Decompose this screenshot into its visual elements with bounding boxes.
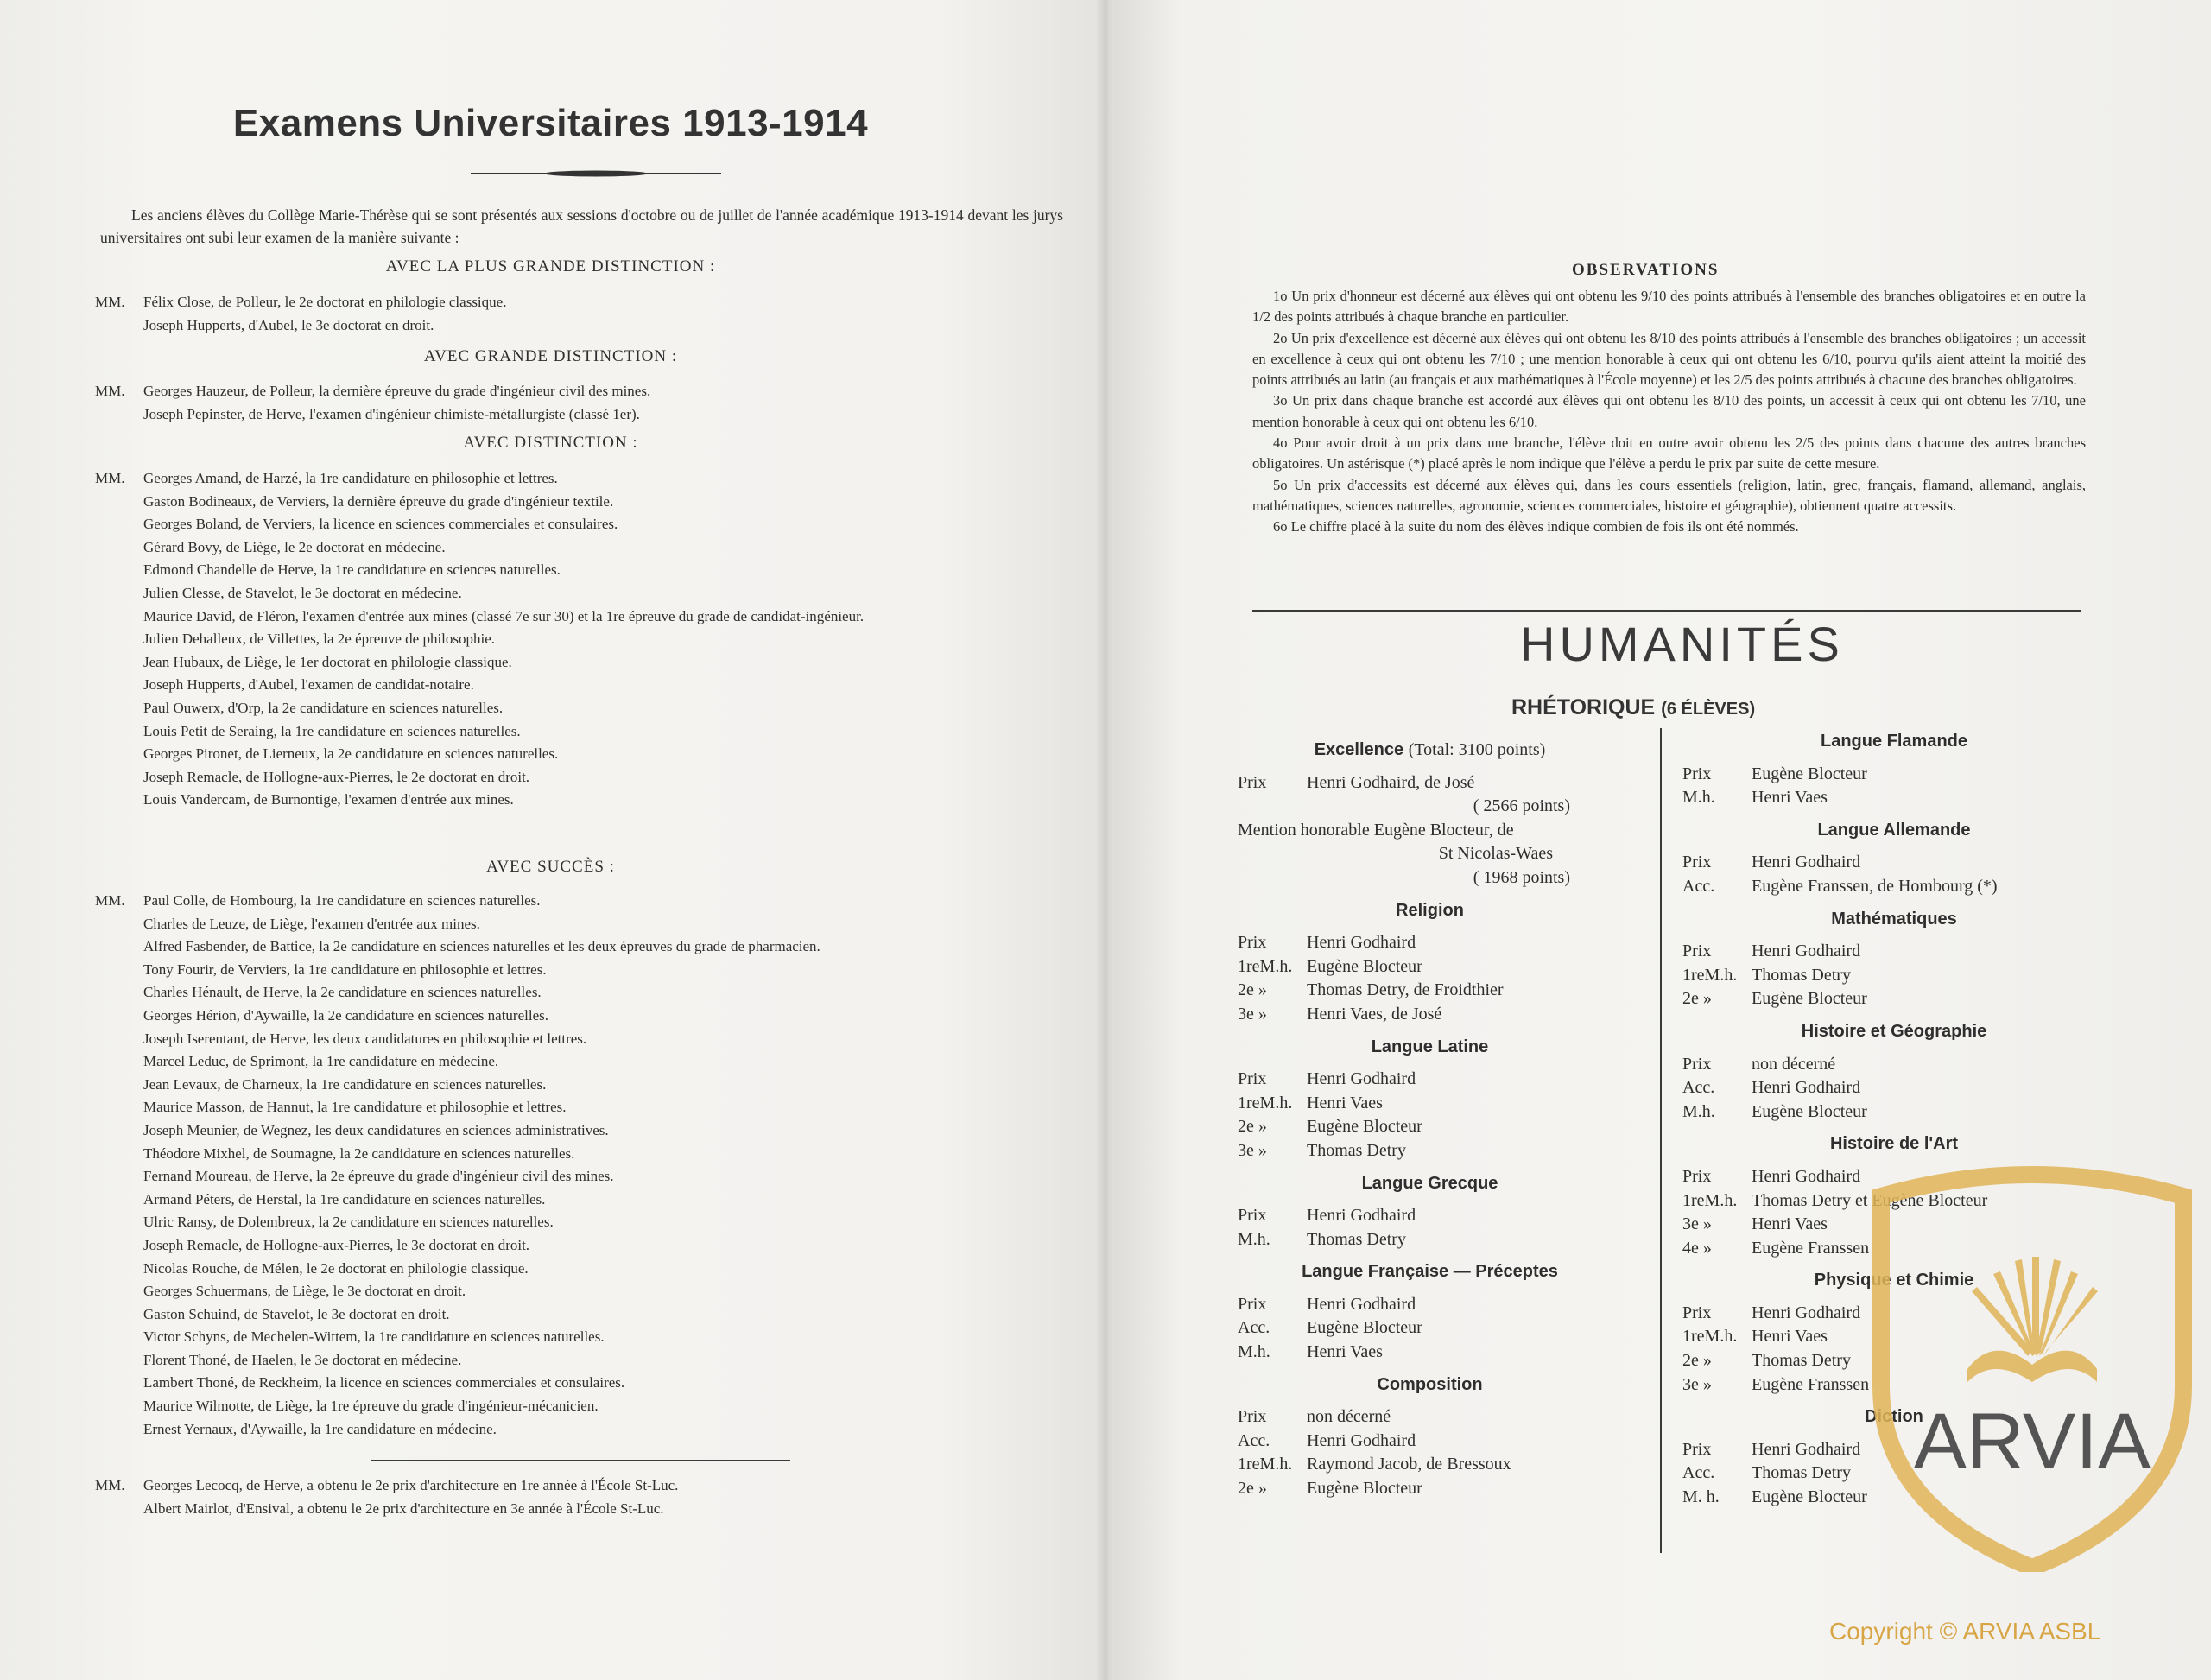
prize-name: Henri Godhaird bbox=[1307, 1430, 1416, 1450]
entry-text: Félix Close, de Polleur, le 2e doctorat en philologie classique. bbox=[143, 294, 507, 310]
observations-title: OBSERVATIONS bbox=[1572, 261, 1720, 279]
list-item bbox=[95, 651, 1080, 675]
entry-text: Louis Petit de Seraing, la 1re candidature en sciences naturelles. bbox=[143, 722, 521, 739]
mm-label: MM. bbox=[95, 892, 125, 909]
list-item bbox=[95, 720, 1080, 744]
entry-text: Gaston Bodineaux, de Verviers, la dernière épreuve du grade d'ingénieur textile. bbox=[143, 492, 614, 510]
prize-row bbox=[1238, 1341, 1622, 1365]
prize-row bbox=[1682, 786, 2106, 810]
prize-row bbox=[1682, 940, 2106, 964]
prize-label: M.h. bbox=[1682, 788, 1715, 808]
prize-row bbox=[1238, 1405, 1622, 1430]
prize-label: 1reM.h. bbox=[1238, 956, 1293, 976]
prize-label: Prix bbox=[1238, 1407, 1267, 1427]
entry-text: Jean Levaux, de Charneux, la 1re candidature en sciences naturelles. bbox=[143, 1075, 547, 1093]
prize-label: M. h. bbox=[1682, 1487, 1720, 1507]
list-item bbox=[95, 981, 1080, 1005]
prize-row bbox=[1238, 1115, 1622, 1139]
prize-label: 1reM.h. bbox=[1238, 1093, 1293, 1113]
list-item bbox=[95, 1303, 1080, 1327]
prize-name: Henri Godhaird bbox=[1752, 1078, 1861, 1098]
section-heading-art: Histoire de l'Art bbox=[1829, 1134, 1959, 1154]
entry-text: Maurice Wilmotte, de Liège, la 1re épreuve du grade d'ingénieur-mécanicien. bbox=[143, 1398, 599, 1415]
entry-text: Charles Hénault, de Herve, la 2e candidature en sciences naturelles. bbox=[143, 984, 542, 1001]
list-item bbox=[95, 674, 1080, 697]
rhetorique-count: (6 ÉLÈVES) bbox=[1661, 700, 1756, 719]
entry-text: Paul Ouwerx, d'Orp, la 2e candidature en sciences naturelles. bbox=[143, 699, 504, 716]
entry-text: Julien Dehalleux, de Villettes, la 2e épreuve de philosophie. bbox=[143, 631, 496, 648]
copyright-text: Copyright © ARVIA ASBL bbox=[1829, 1618, 2101, 1645]
prizes-left-column bbox=[1238, 739, 1622, 1501]
excellence-total: (Total: 3100 points) bbox=[1408, 740, 1546, 759]
list-succes bbox=[95, 890, 1080, 1441]
list-item bbox=[95, 1418, 1080, 1442]
entry-text: Armand Péters, de Herstal, la 1re candidature en sciences naturelles. bbox=[143, 1190, 546, 1208]
prize-label: M.h. bbox=[1238, 1229, 1270, 1249]
entry-text: Joseph Remacle, de Hollogne-aux-Pierres, le 3e doctorat en droit. bbox=[143, 1236, 530, 1253]
stamp-text: ARVIA bbox=[1913, 1398, 2151, 1486]
entry-text: Georges Boland, de Verviers, la licence en sciences commerciales et consulaires. bbox=[143, 516, 618, 533]
prize-name: Henri Godhaird bbox=[1752, 853, 1861, 872]
prize-name: Henri Vaes bbox=[1752, 1327, 1828, 1347]
prize-label: 2e » bbox=[1682, 1351, 1712, 1371]
list-item bbox=[95, 628, 1080, 651]
list-item bbox=[95, 467, 1080, 491]
prize-name: Eugène Blocteur bbox=[1307, 1117, 1422, 1137]
list-item bbox=[95, 1372, 1080, 1395]
entry-text: Georges Hauzeur, de Polleur, la dernière épreuve du grade d'ingénieur civil des mines. bbox=[143, 383, 651, 399]
list-item bbox=[95, 1165, 1080, 1189]
prize-label: Prix bbox=[1682, 853, 1712, 872]
list-item bbox=[95, 536, 1080, 560]
excellence-mention-place: St Nicolas-Waes bbox=[1438, 844, 1553, 864]
prize-label: Prix bbox=[1238, 1206, 1267, 1226]
mm-label: MM. bbox=[95, 1477, 125, 1493]
prize-row bbox=[1238, 1092, 1622, 1116]
prize-row bbox=[1682, 1076, 2106, 1100]
prize-label: Prix bbox=[1682, 764, 1712, 783]
entry-text: Joseph Hupperts, d'Aubel, le 3e doctorat en droit. bbox=[143, 316, 434, 333]
list-item bbox=[95, 1234, 1080, 1258]
list-item bbox=[95, 582, 1080, 605]
list-item bbox=[95, 1498, 1080, 1521]
prize-row bbox=[1682, 875, 2106, 899]
section-heading-flamande: Langue Flamande bbox=[1820, 732, 1968, 751]
prize-name: Eugène Blocteur bbox=[1307, 1479, 1422, 1499]
list-item bbox=[95, 1189, 1080, 1212]
entry-text: Ernest Yernaux, d'Aywaille, la 1re candidature en médecine. bbox=[143, 1420, 497, 1437]
prize-row bbox=[1238, 1453, 1622, 1477]
entry-text: Maurice David, de Fléron, l'examen d'entrée aux mines (classé 7e sur 30) et la 1re épreuve du grade de candidat-ingénieur. bbox=[143, 607, 865, 624]
list-grande bbox=[95, 380, 1080, 426]
prize-row bbox=[1682, 1053, 2106, 1077]
prize-row bbox=[1238, 1003, 1622, 1027]
prize-label: Acc. bbox=[1682, 876, 1715, 896]
excellence-mention-points: ( 1968 points) bbox=[1473, 867, 1570, 887]
prize-name: Henri Godhaird bbox=[1307, 1206, 1416, 1226]
page-title: Examens Universitaires 1913-1914 bbox=[232, 102, 869, 144]
heading-plus-grande: AVEC LA PLUS GRANDE DISTINCTION : bbox=[385, 257, 716, 276]
entry-text: Georges Amand, de Harzé, la 1re candidature en philosophie et lettres. bbox=[143, 470, 558, 486]
excellence-mention: Mention honorable Eugène Blocteur, de bbox=[1238, 820, 1514, 840]
prize-label: 2e » bbox=[1238, 1479, 1267, 1499]
mm-label: MM. bbox=[95, 383, 125, 399]
list-item bbox=[95, 1005, 1080, 1028]
prize-name: non décerné bbox=[1752, 1054, 1836, 1074]
observation-item: 5o Un prix d'accessits est décerné aux élèves qui, dans les cours essentiels (religion, latin, grec, français, flamand, allemand, anglais, mathématiques, sciences naturelles, agronomie, sciences commerciales, histoire et géographie), obtiennent quatre accessits. bbox=[1252, 476, 2086, 514]
heading-grande: AVEC GRANDE DISTINCTION : bbox=[423, 347, 678, 365]
entry-text: Georges Schuermans, de Liège, le 3e doctorat en droit. bbox=[143, 1283, 466, 1300]
prize-label: Acc. bbox=[1682, 1463, 1715, 1483]
prize-name: Eugène Blocteur bbox=[1307, 956, 1422, 976]
section-heading-math: Mathématiques bbox=[1831, 909, 1957, 929]
divider-right bbox=[1252, 610, 2081, 612]
prize-label: Prix bbox=[1238, 1069, 1267, 1089]
intro-paragraph: Les anciens élèves du Collège Marie-Thérèse qui se sont présentés aux sessions d'octobre ou de juillet de l'année académique 1913-1914 devant les jurys universitaires ont subi leur examen de la manière suivante : bbox=[100, 206, 1063, 246]
entry-text: Théodore Mixhel, de Soumagne, la 2e candidature en sciences naturelles. bbox=[143, 1144, 575, 1162]
list-distinction bbox=[95, 467, 1080, 812]
list-item bbox=[95, 1258, 1080, 1281]
prize-name: Thomas Detry bbox=[1752, 1351, 1851, 1371]
prize-name: Eugène Blocteur bbox=[1752, 1101, 1867, 1121]
prize-name: Thomas Detry bbox=[1307, 1140, 1406, 1160]
prize-name: Thomas Detry et Eugène Blocteur bbox=[1752, 1190, 1988, 1210]
humanites-title: HUMANITÉS bbox=[1520, 617, 1844, 671]
section-heading-diction: Diction bbox=[1865, 1407, 1923, 1427]
rhetorique-label: RHÉTORIQUE bbox=[1511, 695, 1656, 720]
list-item bbox=[95, 1395, 1080, 1418]
list-item bbox=[95, 1050, 1080, 1074]
entry-text: Georges Lecocq, de Herve, a obtenu le 2e prix d'architecture en 1re année à l'École St-Luc. bbox=[143, 1477, 679, 1493]
observations-text bbox=[1252, 286, 2086, 538]
section-heading-allemande: Langue Allemande bbox=[1817, 820, 1971, 840]
entry-text: Gérard Bovy, de Liège, le 2e doctorat en médecine. bbox=[143, 538, 446, 555]
heading-distinction: AVEC DISTINCTION : bbox=[463, 434, 638, 452]
prize-row bbox=[1682, 987, 2106, 1011]
column-divider bbox=[1660, 728, 1662, 1553]
prize-name: Henri Godhaird bbox=[1752, 1439, 1861, 1459]
entry-text: Maurice Masson, de Hannut, la 1re candidature et philosophie et lettres. bbox=[143, 1099, 567, 1116]
section-heading-francaise: Langue Française — Préceptes bbox=[1302, 1262, 1558, 1282]
prize-name: Henri Vaes bbox=[1752, 1214, 1828, 1234]
prize-row bbox=[1238, 1068, 1622, 1092]
section-heading-composition: Composition bbox=[1377, 1374, 1483, 1394]
prize-label: 2e » bbox=[1238, 980, 1267, 1000]
entry-text: Gaston Schuind, de Stavelot, le 3e doctorat en droit. bbox=[143, 1305, 450, 1322]
prize-label: 3e » bbox=[1682, 1214, 1712, 1234]
list-item bbox=[95, 789, 1080, 812]
prize-name: Henri Vaes bbox=[1307, 1342, 1383, 1362]
prize-name: Eugène Blocteur bbox=[1307, 1318, 1422, 1338]
prize-label: M.h. bbox=[1238, 1342, 1270, 1362]
arvia-logo-stamp bbox=[1864, 1162, 2201, 1572]
prize-label: 2e » bbox=[1238, 1117, 1267, 1137]
prize-row bbox=[1238, 955, 1622, 979]
prize-name: Eugène Blocteur bbox=[1752, 989, 1867, 1009]
excellence-heading bbox=[1238, 739, 1622, 763]
prize-name: Thomas Detry bbox=[1752, 1463, 1851, 1483]
prize-name: Eugène Franssen bbox=[1752, 1374, 1870, 1394]
list-item bbox=[95, 1349, 1080, 1373]
entry-text: Albert Mairlot, d'Ensival, a obtenu le 2e prix d'architecture en 3e année à l'École St-Luc. bbox=[143, 1499, 664, 1517]
list-item bbox=[95, 1143, 1080, 1166]
prize-name: Henri Godhaird bbox=[1307, 1069, 1416, 1089]
list-item bbox=[95, 1211, 1080, 1234]
entry-text: Lambert Thoné, de Reckheim, la licence en sciences commerciales et consulaires. bbox=[143, 1374, 625, 1392]
entry-text: Joseph Hupperts, d'Aubel, l'examen de candidat-notaire. bbox=[143, 676, 474, 694]
prize-label: Acc. bbox=[1238, 1318, 1270, 1338]
list-item bbox=[95, 1096, 1080, 1119]
prize-label: 3e » bbox=[1238, 1140, 1267, 1160]
prize-name: Henri Vaes, de José bbox=[1307, 1004, 1442, 1024]
prize-label: Prix bbox=[1682, 1439, 1712, 1459]
left-column-sections bbox=[1238, 899, 1622, 1501]
entry-text: Fernand Moureau, de Herve, la 2e épreuve du grade d'ingénieur civil des mines. bbox=[143, 1168, 614, 1185]
observation-item: 3o Un prix dans chaque branche est accordé aux élèves qui ont obtenu les 8/10 des points, un accessit à ceux qui ont obtenu les 7/10, une mention honorable à ceux qui ont obtenu les 6/10. bbox=[1252, 392, 2086, 430]
prize-row bbox=[1682, 1100, 2106, 1125]
prize-row bbox=[1238, 1316, 1622, 1341]
list-item bbox=[95, 1074, 1080, 1097]
prize-name: Henri Godhaird bbox=[1752, 1303, 1861, 1322]
prize-name: Henri Godhaird bbox=[1307, 933, 1416, 953]
section-heading-latine: Langue Latine bbox=[1371, 1037, 1489, 1056]
prize-name: Henri Vaes bbox=[1307, 1093, 1383, 1113]
prize-label: 1reM.h. bbox=[1682, 1327, 1738, 1347]
prize-label: 3e » bbox=[1238, 1004, 1267, 1024]
prize-label: Prix bbox=[1682, 1303, 1712, 1322]
mm-label: MM. bbox=[95, 470, 125, 486]
list-item bbox=[95, 380, 1080, 403]
entry-text: Georges Hérion, d'Aywaille, la 2e candidature en sciences naturelles. bbox=[143, 1006, 548, 1024]
list-item bbox=[95, 766, 1080, 789]
observation-item: 4o Pour avoir droit à un prix dans une branche, l'élève doit en outre avoir obtenu les 2/5 des points dans chacune des autres branches obligatoires. Un astérisque (*) placé après le nom indique que l'élève a perdu le prix par suite de cette mesure. bbox=[1252, 434, 2086, 472]
prize-row bbox=[1238, 1139, 1622, 1163]
prize-label: 3e » bbox=[1682, 1374, 1712, 1394]
prize-label: 4e » bbox=[1682, 1238, 1712, 1258]
entry-text: Julien Clesse, de Stavelot, le 3e doctorat en médecine. bbox=[143, 584, 462, 601]
prize-name: Thomas Detry, de Froidthier bbox=[1307, 980, 1504, 1000]
prize-name: Thomas Detry bbox=[1752, 965, 1851, 985]
list-item bbox=[95, 403, 1080, 427]
list-item bbox=[95, 890, 1080, 913]
entry-text: Joseph Remacle, de Hollogne-aux-Pierres, le 2e doctorat en droit. bbox=[143, 768, 530, 785]
row-label: Prix bbox=[1238, 772, 1267, 792]
prize-row bbox=[1238, 1293, 1622, 1317]
list-item bbox=[95, 605, 1080, 629]
heading-succes: AVEC SUCCÈS : bbox=[486, 858, 615, 876]
list-item bbox=[95, 291, 1080, 314]
prize-row bbox=[1238, 931, 1622, 955]
prize-row bbox=[1238, 979, 1622, 1003]
prize-name: Henri Godhaird bbox=[1307, 1294, 1416, 1314]
prize-name: Raymond Jacob, de Bressoux bbox=[1307, 1455, 1511, 1474]
row-name: Henri Godhaird, de José bbox=[1307, 772, 1475, 792]
prize-label: 1reM.h. bbox=[1682, 1190, 1738, 1210]
prize-label: Acc. bbox=[1682, 1078, 1715, 1098]
prize-label: Acc. bbox=[1238, 1430, 1270, 1450]
list-item bbox=[95, 935, 1080, 959]
prize-row bbox=[1682, 763, 2106, 787]
mm-label: MM. bbox=[95, 294, 125, 310]
list-item bbox=[95, 1028, 1080, 1051]
divider-left bbox=[371, 1460, 790, 1461]
entry-text: Jean Hubaux, de Liège, le 1er doctorat en philologie classique. bbox=[143, 653, 512, 670]
prize-row bbox=[1682, 851, 2106, 875]
prize-label: M.h. bbox=[1682, 1101, 1715, 1121]
list-item bbox=[95, 1280, 1080, 1303]
entry-text: Alfred Fasbender, de Battice, la 2e candidature en sciences naturelles et les deux épreuves du grade de pharmacien. bbox=[143, 938, 820, 955]
section-heading-histgeo: Histoire et Géographie bbox=[1801, 1021, 1987, 1041]
excellence-label: Excellence bbox=[1314, 740, 1404, 759]
excellence-prix-points: ( 2566 points) bbox=[1473, 796, 1570, 816]
prize-name: Henri Vaes bbox=[1752, 788, 1828, 808]
entry-text: Marcel Leduc, de Sprimont, la 1re candidature en médecine. bbox=[143, 1053, 499, 1070]
prize-row bbox=[1238, 1477, 1622, 1501]
entry-text: Joseph Meunier, de Wegnez, les deux candidatures en sciences administratives. bbox=[143, 1121, 609, 1138]
title-ornament bbox=[471, 170, 721, 177]
list-item bbox=[95, 513, 1080, 536]
prize-name: Henri Godhaird bbox=[1752, 941, 1861, 961]
entry-text: Ulric Ransy, de Dolembreux, la 2e candidature en sciences naturelles. bbox=[143, 1214, 554, 1231]
prize-label: 1reM.h. bbox=[1682, 965, 1738, 985]
prize-name: Henri Godhaird bbox=[1752, 1166, 1861, 1186]
entry-text: Tony Fourir, de Verviers, la 1re candidature en philosophie et lettres. bbox=[143, 960, 547, 978]
rhetorique-heading bbox=[1511, 695, 1755, 720]
entry-text: Joseph Pepinster, de Herve, l'examen d'ingénieur chimiste-métallurgiste (classé 1er). bbox=[143, 405, 640, 422]
prize-name: Eugène Franssen, de Hombourg (*) bbox=[1752, 876, 1998, 896]
entry-text: Charles de Leuze, de Liège, l'examen d'entrée aux mines. bbox=[143, 915, 480, 932]
section-heading-physique: Physique et Chimie bbox=[1814, 1271, 1974, 1290]
list-item bbox=[95, 559, 1080, 582]
list-item bbox=[95, 959, 1080, 982]
list-item bbox=[95, 314, 1080, 338]
prize-label: Prix bbox=[1682, 1166, 1712, 1186]
prize-name: Eugène Blocteur bbox=[1752, 764, 1867, 783]
section-heading-grecque: Langue Grecque bbox=[1361, 1173, 1498, 1193]
observation-item: 6o Le chiffre placé à la suite du nom des élèves indique combien de fois ils ont été nommés. bbox=[1273, 518, 1799, 536]
prize-label: Prix bbox=[1238, 1294, 1267, 1314]
entry-text: Victor Schyns, de Mechelen-Wittem, la 1re candidature en sciences naturelles. bbox=[143, 1328, 605, 1346]
prize-label: Prix bbox=[1682, 1054, 1712, 1074]
prize-name: Eugène Blocteur bbox=[1752, 1487, 1867, 1507]
prize-label: Prix bbox=[1238, 933, 1267, 953]
list-item bbox=[95, 1474, 1080, 1498]
prize-name: non décerné bbox=[1307, 1407, 1391, 1427]
list-item bbox=[95, 491, 1080, 514]
entry-text: Georges Pironet, de Lierneux, la 2e candidature en sciences naturelles. bbox=[143, 745, 559, 763]
list-item bbox=[95, 743, 1080, 766]
excellence-prix bbox=[1238, 771, 1622, 796]
prize-label: Prix bbox=[1682, 941, 1712, 961]
prize-label: 2e » bbox=[1682, 989, 1712, 1009]
prize-label: 1reM.h. bbox=[1238, 1455, 1293, 1474]
entry-text: Edmond Chandelle de Herve, la 1re candidature en sciences naturelles. bbox=[143, 561, 561, 579]
observation-item: 1o Un prix d'honneur est décerné aux élèves qui ont obtenu les 9/10 des points attribués à l'ensemble des branches obligatoires et en outre la 1/2 des points attribués à chaque branche en particulier. bbox=[1252, 288, 2086, 326]
list-item bbox=[95, 1326, 1080, 1349]
prize-name: Eugène Franssen bbox=[1752, 1238, 1870, 1258]
entry-text: Louis Vandercam, de Burnontige, l'examen d'entrée aux mines. bbox=[143, 791, 514, 808]
entry-text: Nicolas Rouche, de Mélen, le 2e doctorat en philologie classique. bbox=[143, 1259, 529, 1277]
list-plus-grande bbox=[95, 291, 1080, 337]
entry-text: Joseph Iserentant, de Herve, les deux candidatures en philosophie et lettres. bbox=[143, 1030, 587, 1047]
list-st-luc bbox=[95, 1474, 1080, 1520]
prize-row bbox=[1682, 964, 2106, 988]
list-item bbox=[95, 1119, 1080, 1143]
entry-text: Paul Colle, de Hombourg, la 1re candidature en sciences naturelles. bbox=[143, 892, 541, 909]
prize-row bbox=[1238, 1430, 1622, 1454]
prize-row bbox=[1238, 1204, 1622, 1228]
prize-row bbox=[1238, 1228, 1622, 1252]
entry-text: Florent Thoné, de Haelen, le 3e doctorat en médecine. bbox=[143, 1351, 462, 1368]
section-heading-religion: Religion bbox=[1396, 900, 1464, 920]
observation-item: 2o Un prix d'excellence est décerné aux élèves qui ont obtenu les 8/10 des points attribués à l'ensemble des branches obligatoires ; un accessit en excellence à ceux qui ont obtenu les 7/10 ; une mention honorable à ceux qui ont obtenu les 6/10, pourvu qu'ils aient atteint la moitié des points attribués au latin (au français et aux mathématiques à l'École moyenne) et les 2/5 des points attribués à chacune des branches obligatoires. bbox=[1252, 329, 2086, 389]
list-item bbox=[95, 913, 1080, 936]
prize-name: Thomas Detry bbox=[1307, 1229, 1406, 1249]
list-item bbox=[95, 697, 1080, 720]
